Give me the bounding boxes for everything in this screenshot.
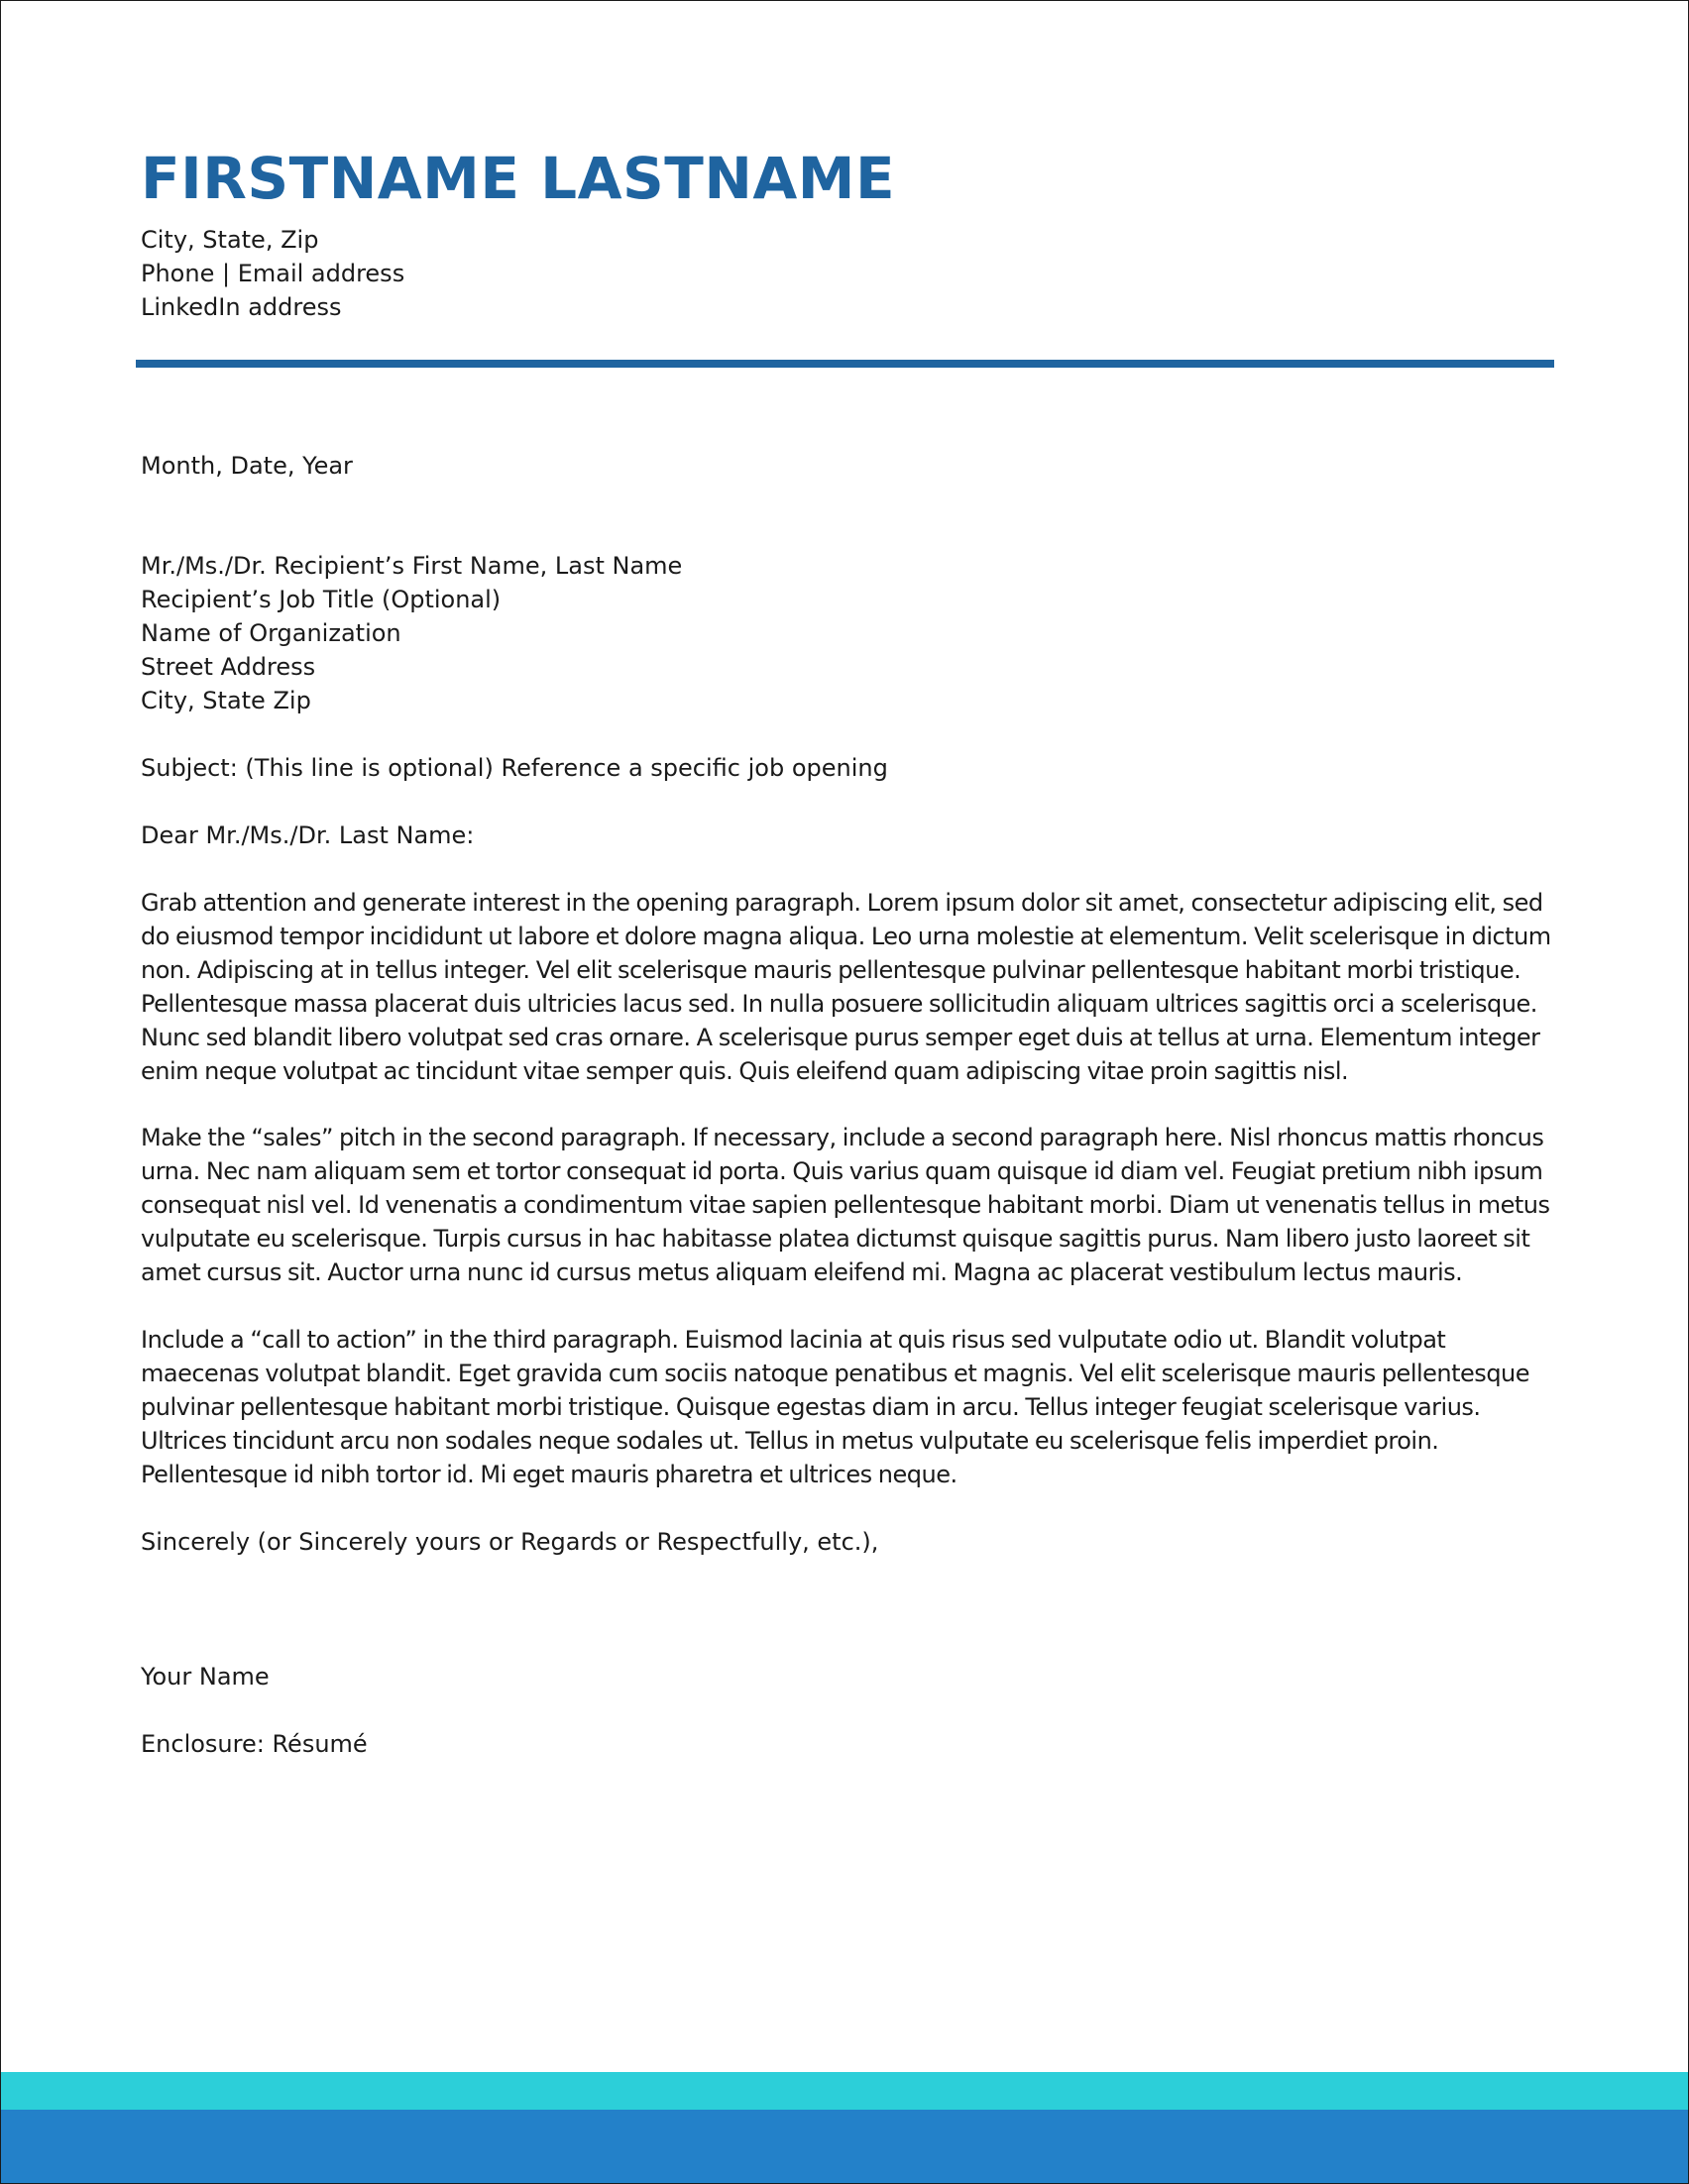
recipient-name: Mr./Ms./Dr. Recipient’s First Name, Last Name <box>141 552 683 580</box>
second-paragraph: Make the “sales” pitch in the second paragraph. If necessary, include a second paragraph here. Nisl rhoncus mattis rhoncus urna. Nec nam aliquam sem et tortor consequat id porta. Quis varius quam quisque id diam vel. Feugiat pretium nibh ipsum consequat nisl vel. Id venenatis a condimentum vitae sapien pellentesque habitant morbi. Diam ut venenatis tellus in metus vulputate eu scelerisque. Turpis cursus in hac habitasse platea dictumst quisque sagittis purus. Nam libero justo laoreet sit amet cursus sit. Auctor urna nunc id cursus metus aliquam eleifend mi. Magna ac placerat vestibulum lectus mauris. <box>141 1124 1550 1286</box>
signature-name: Your Name <box>141 1663 270 1691</box>
salutation: Dear Mr./Ms./Dr. Last Name: <box>141 821 475 849</box>
recipient-street-address: Street Address <box>141 653 316 681</box>
recipient-organization: Name of Organization <box>141 619 401 647</box>
recipient-city-state-zip: City, State Zip <box>141 687 311 714</box>
opening-paragraph: Grab attention and generate interest in the opening paragraph. Lorem ipsum dolor sit amet, consectetur adipiscing elit, sed do eiusmod tempor incididunt ut labore et dolore magna aliqua. Leo urna molestie at elementum. Velit scelerisque in dictum non. Adipiscing at in tellus integer. Vel elit scelerisque mauris pellentesque pulvinar pellentesque habitant morbi tristique. Pellentesque massa placerat duis ultricies lacus sed. In nulla posuere sollicitudin aliquam ultrices sagittis orci a scelerisque. Nunc sed blandit libero volutpat sed cras ornare. A scelerisque purus semper eget duis at tellus at urna. Elementum integer enim neque volutpat ac tincidunt vitae semper quis. Quis eleifend quam adipiscing vitae proin sagittis nisl. <box>141 889 1551 1085</box>
sender-city-state-zip: City, State, Zip <box>141 226 319 254</box>
recipient-block <box>141 549 682 717</box>
header-divider <box>136 360 1554 368</box>
closing: Sincerely (or Sincerely yours or Regards or Respectfully, etc.), <box>141 1528 879 1556</box>
letter-date: Month, Date, Year <box>141 452 353 480</box>
footer-band-blue <box>1 2110 1688 2184</box>
subject-line: Subject: (This line is optional) Reference a specific job opening <box>141 754 888 782</box>
enclosure-line: Enclosure: Résumé <box>141 1730 368 1758</box>
recipient-job-title: Recipient’s Job Title (Optional) <box>141 586 502 613</box>
footer-band-cyan <box>1 2072 1688 2110</box>
third-paragraph: Include a “call to action” in the third paragraph. Euismod lacinia at quis risus sed vulputate odio ut. Blandit volutpat maecenas volutpat blandit. Eget gravida cum sociis natoque penatibus et magnis. Vel elit scelerisque mauris pellentesque pulvinar pellentesque habitant morbi tristique. Quisque egestas diam in arcu. Tellus integer feugiat scelerisque varius. Ultrices tincidunt arcu non sodales neque sodales ut. Tellus in metus vulputate eu scelerisque felis imperdiet proin. Pellentesque id nibh tortor id. Mi eget mauris pharetra et ultrices neque. <box>141 1326 1530 1488</box>
sender-name: FIRSTNAME LASTNAME <box>141 145 896 212</box>
sender-phone-email: Phone | Email address <box>141 260 405 287</box>
sender-contact-block <box>141 223 404 324</box>
sender-linkedin: LinkedIn address <box>141 293 342 321</box>
